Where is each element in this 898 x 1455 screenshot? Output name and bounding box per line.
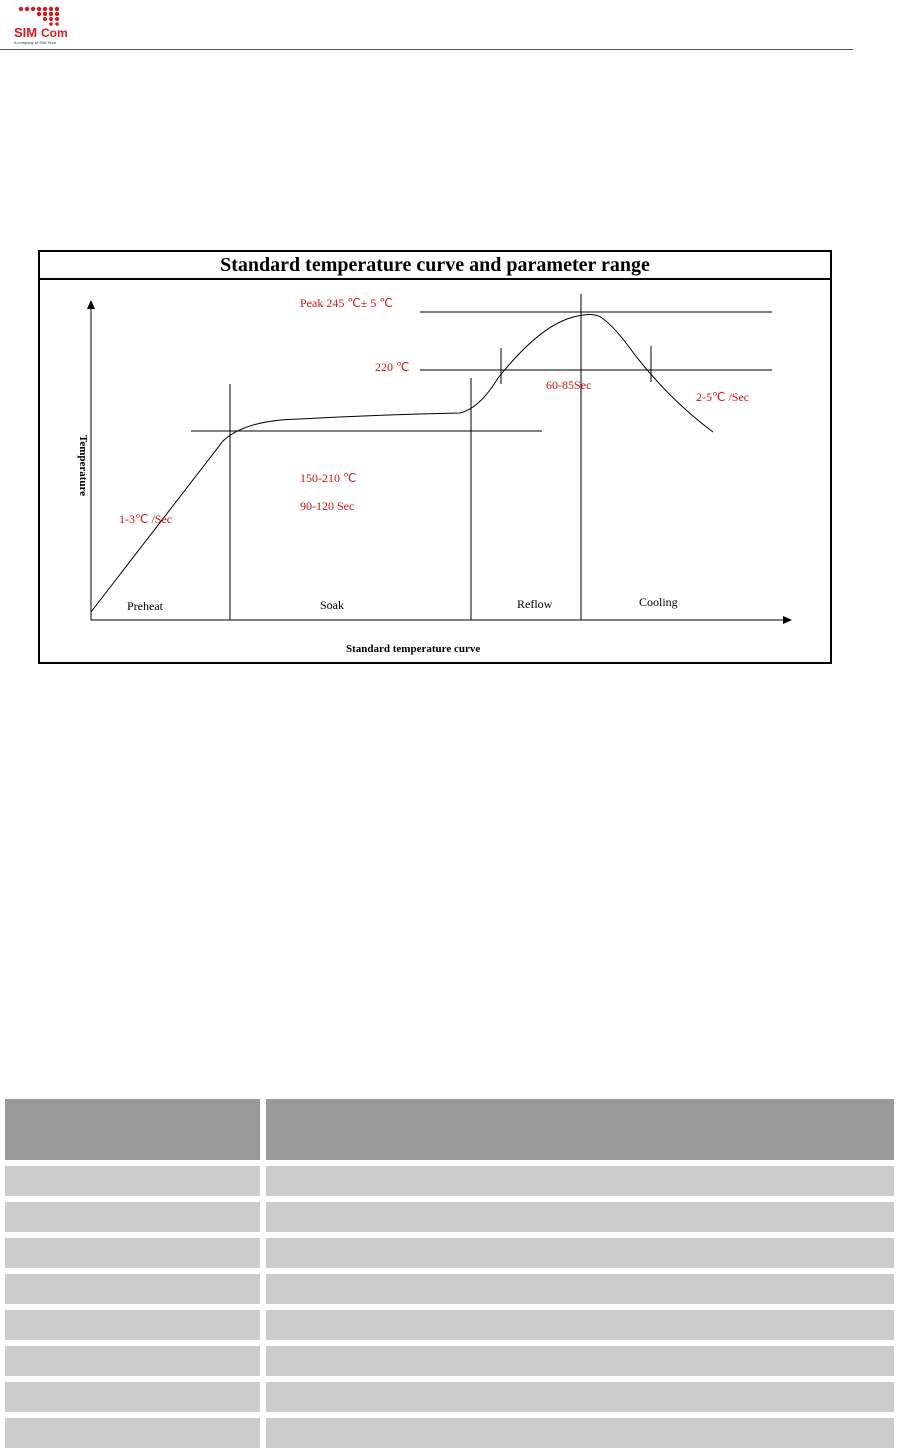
table-cell [266, 1304, 894, 1340]
table-row [5, 1268, 894, 1304]
table-row [5, 1412, 894, 1448]
peak-annotation: Peak 245 ℃± 5 ℃ [300, 296, 393, 310]
table-row [5, 1376, 894, 1412]
table-cell [266, 1340, 894, 1376]
soak-temp-annotation: 150-210 ℃ [300, 471, 357, 485]
reflow-time-annotation: 60-85Sec [546, 378, 592, 392]
x-axis-label: Standard temperature curve [346, 643, 481, 655]
table-row [5, 1340, 894, 1376]
header-divider [0, 49, 853, 50]
figure-title: Standard temperature curve and parameter range [40, 252, 830, 280]
table-cell [266, 1376, 894, 1412]
table-row [5, 1196, 894, 1232]
y-axis-arrowhead [87, 300, 95, 309]
table-header-cell [266, 1099, 894, 1160]
table-row [5, 1304, 894, 1340]
zone-label-soak: Soak [320, 598, 344, 612]
svg-text:SIM: SIM [14, 25, 38, 40]
table-cell [266, 1268, 894, 1304]
cooling-rate-annotation: 2-5℃ /Sec [696, 390, 750, 404]
table-cell [5, 1340, 260, 1376]
svg-text:Com: Com [41, 26, 68, 40]
table-cell [266, 1232, 894, 1268]
table-cell [5, 1376, 260, 1412]
table-cell [266, 1412, 894, 1448]
simcom-logo [12, 4, 72, 46]
table-row [5, 1232, 894, 1268]
ramp-rate-annotation: 1-3℃ /Sec [119, 512, 173, 526]
reflow-parameter-table [5, 1099, 894, 1448]
table-cell [5, 1268, 260, 1304]
y-axis-label: Temperature [77, 435, 89, 497]
table-cell [5, 1304, 260, 1340]
x-axis-arrowhead [783, 616, 792, 624]
table-cell [5, 1412, 260, 1448]
reflow-profile-figure [38, 250, 832, 664]
table-cell [266, 1160, 894, 1196]
table-header-cell [5, 1099, 260, 1160]
reflow-profile-plot [40, 280, 830, 662]
soak-time-annotation: 90-120 Sec [300, 499, 355, 513]
liquidus-annotation: 220 ℃ [375, 360, 410, 374]
table-cell [5, 1160, 260, 1196]
zone-label-cooling: Cooling [639, 595, 678, 609]
svg-text:A company of SIM Tech: A company of SIM Tech [14, 40, 56, 45]
table-cell [266, 1196, 894, 1232]
zone-label-reflow: Reflow [517, 597, 553, 611]
table-cell [5, 1232, 260, 1268]
table-row [5, 1160, 894, 1196]
simcom-logo-mark [12, 4, 72, 46]
zone-label-preheat: Preheat [127, 599, 163, 613]
table-header-row [5, 1099, 894, 1160]
table-cell [5, 1196, 260, 1232]
